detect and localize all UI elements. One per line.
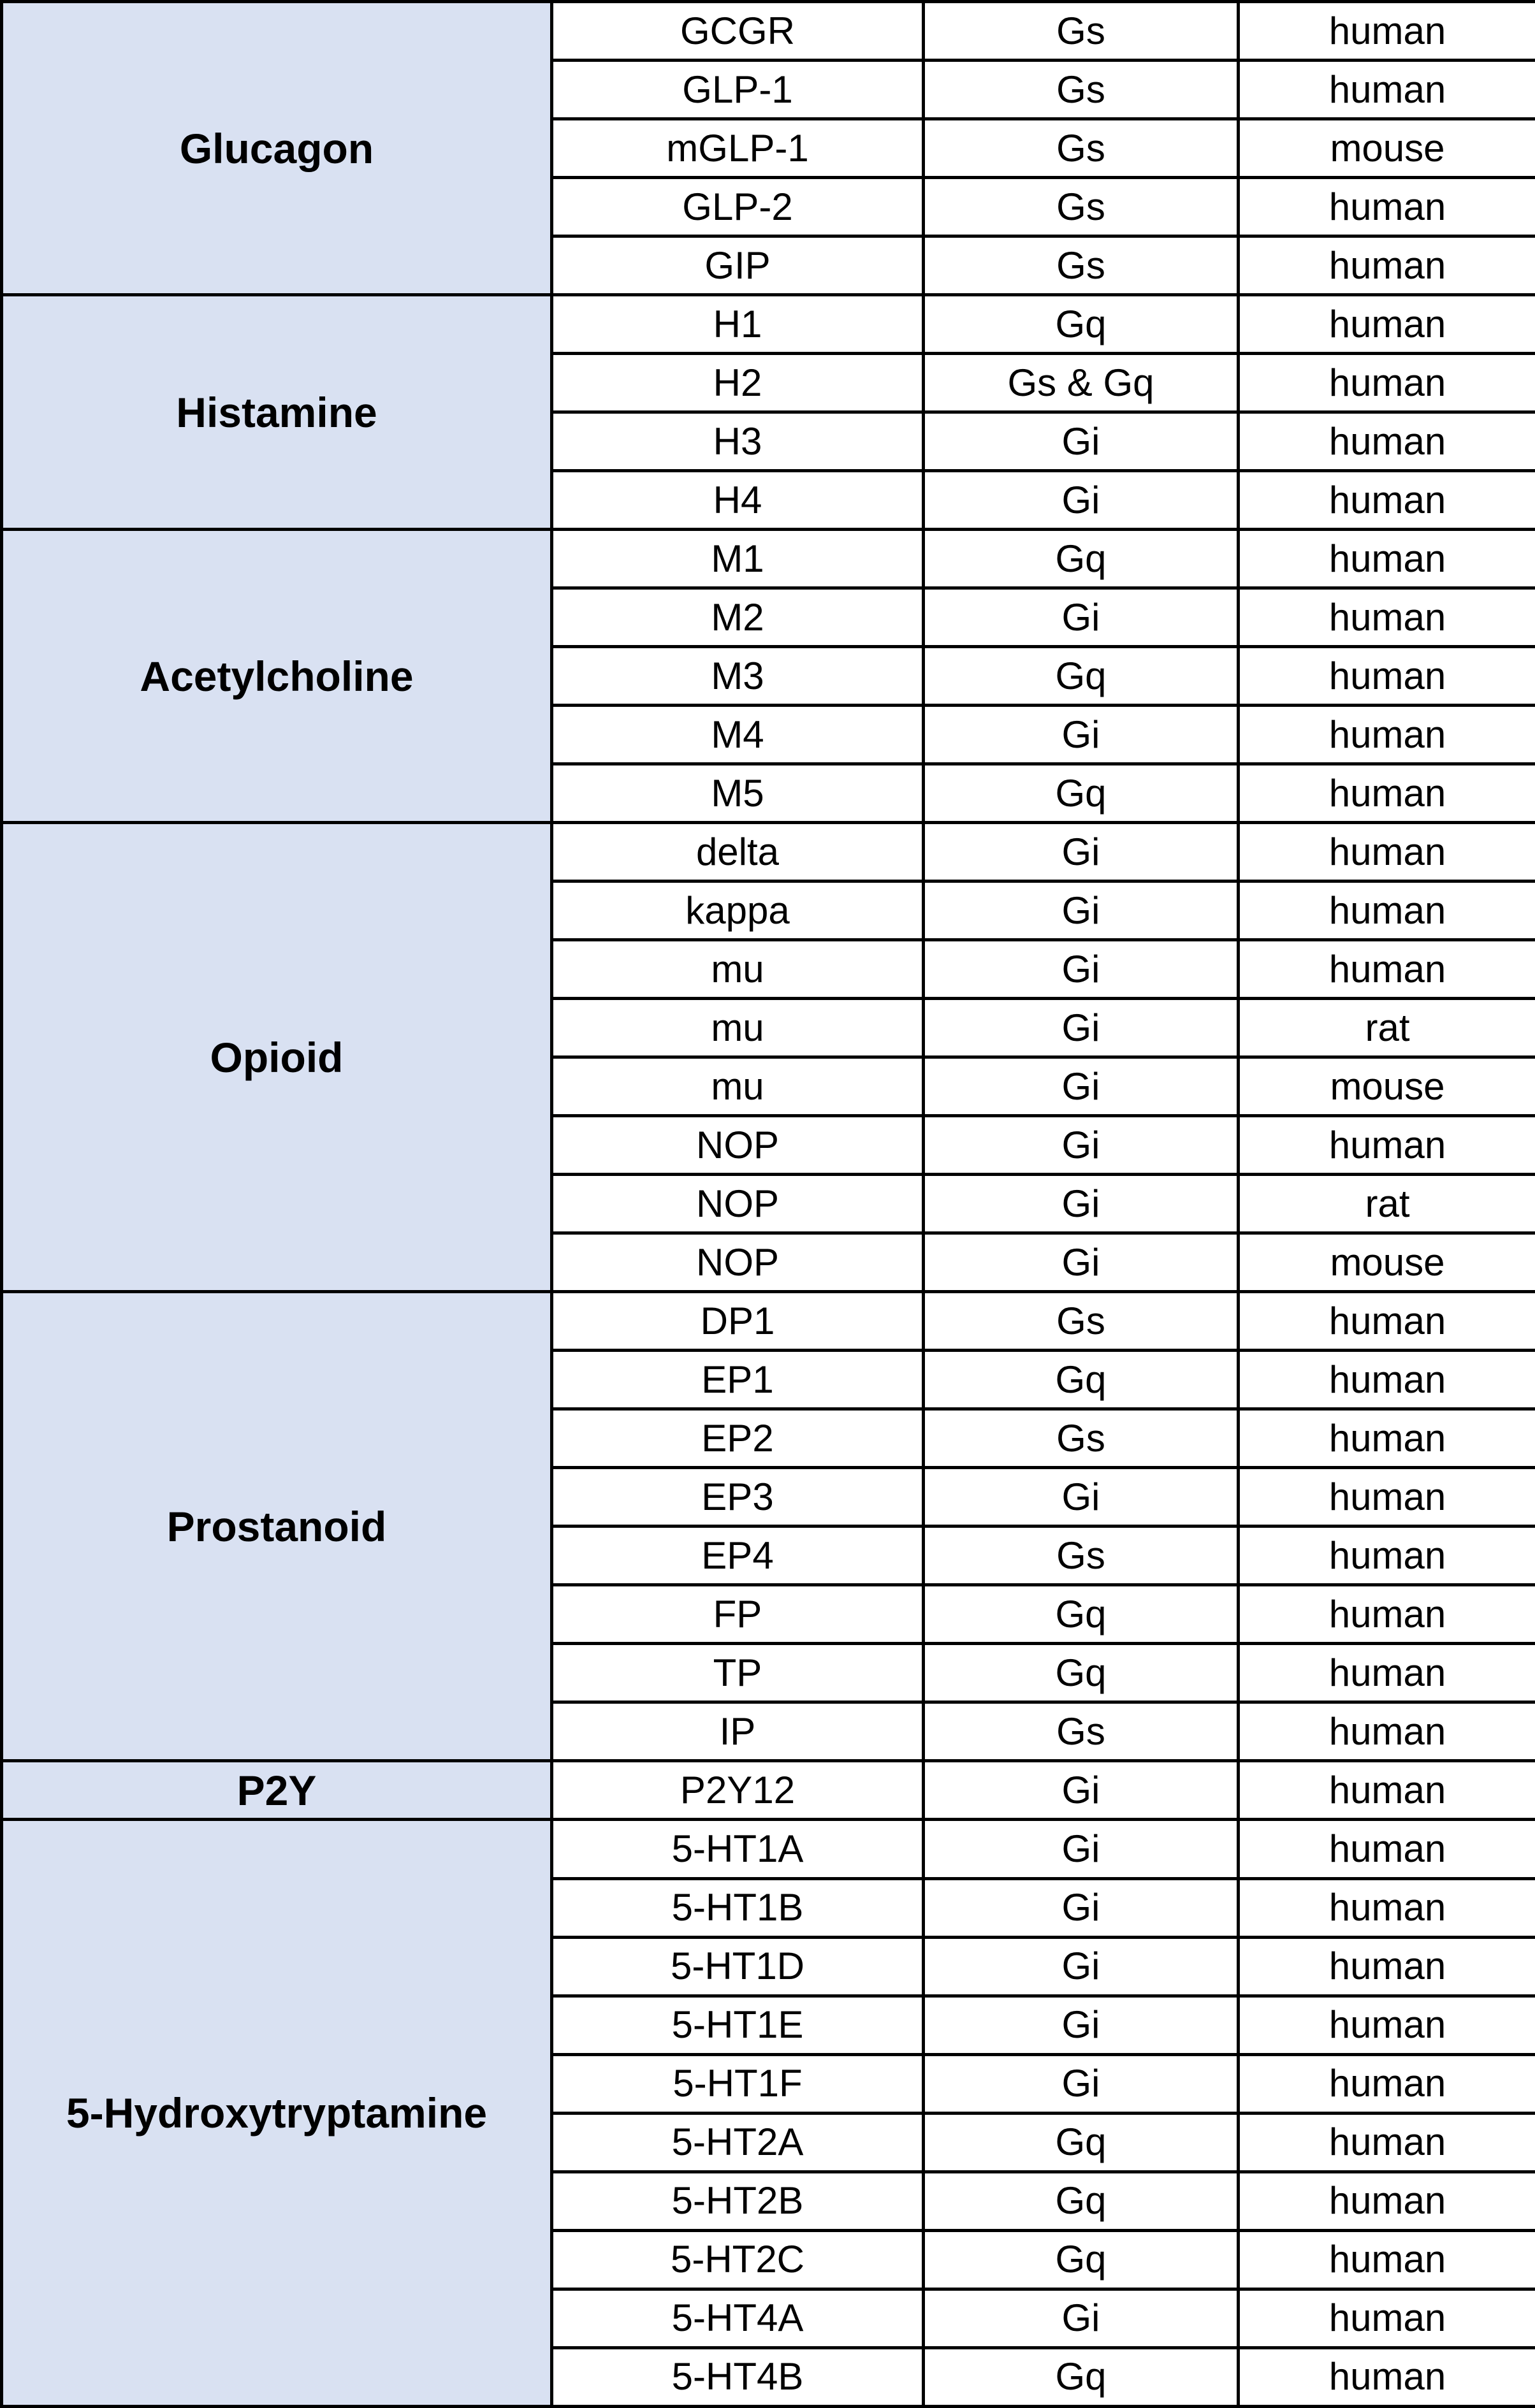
- species-cell: human: [1239, 2172, 1535, 2230]
- species-cell: human: [1239, 178, 1535, 236]
- receptor-cell: 5-HT1E: [552, 1996, 924, 2054]
- receptor-cell: H3: [552, 412, 924, 471]
- table-row: [2, 823, 1535, 881]
- species-cell: rat: [1239, 999, 1535, 1057]
- g-protein-cell: Gi: [924, 1761, 1239, 1820]
- g-protein-cell: Gq: [924, 1351, 1239, 1409]
- receptor-cell: NOP: [552, 1233, 924, 1292]
- receptor-cell: 5-HT1F: [552, 2054, 924, 2113]
- receptor-family-cell: Histamine: [2, 295, 552, 530]
- g-protein-cell: Gs: [924, 236, 1239, 295]
- g-protein-cell: Gi: [924, 1996, 1239, 2054]
- receptor-cell: M5: [552, 764, 924, 823]
- species-cell: human: [1239, 647, 1535, 706]
- species-cell: human: [1239, 588, 1535, 647]
- species-cell: human: [1239, 764, 1535, 823]
- receptor-cell: 5-HT2C: [552, 2230, 924, 2289]
- species-cell: human: [1239, 354, 1535, 412]
- g-protein-cell: Gi: [924, 706, 1239, 764]
- g-protein-cell: Gi: [924, 412, 1239, 471]
- receptor-cell: FP: [552, 1585, 924, 1644]
- species-cell: human: [1239, 295, 1535, 354]
- receptor-cell: NOP: [552, 1116, 924, 1175]
- receptor-cell: mu: [552, 999, 924, 1057]
- species-cell: human: [1239, 1702, 1535, 1761]
- receptor-cell: P2Y12: [552, 1761, 924, 1820]
- g-protein-cell: Gs: [924, 1409, 1239, 1468]
- g-protein-cell: Gs: [924, 1702, 1239, 1761]
- g-protein-cell: Gi: [924, 2054, 1239, 2113]
- receptor-cell: TP: [552, 1644, 924, 1702]
- species-cell: human: [1239, 1468, 1535, 1527]
- receptor-cell: GLP-1: [552, 61, 924, 119]
- g-protein-cell: Gi: [924, 999, 1239, 1057]
- species-cell: human: [1239, 1878, 1535, 1937]
- species-cell: human: [1239, 412, 1535, 471]
- species-cell: human: [1239, 2230, 1535, 2289]
- species-cell: mouse: [1239, 1233, 1535, 1292]
- g-protein-cell: Gs & Gq: [924, 354, 1239, 412]
- receptor-cell: EP1: [552, 1351, 924, 1409]
- g-protein-cell: Gq: [924, 530, 1239, 588]
- g-protein-cell: Gi: [924, 940, 1239, 999]
- g-protein-cell: Gq: [924, 647, 1239, 706]
- receptor-family-cell: 5-Hydroxytryptamine: [2, 1820, 552, 2407]
- g-protein-cell: Gi: [924, 1937, 1239, 1996]
- species-cell: human: [1239, 2, 1535, 61]
- receptor-family-cell: Opioid: [2, 823, 552, 1292]
- g-protein-cell: Gi: [924, 1175, 1239, 1233]
- receptor-cell: 5-HT1A: [552, 1820, 924, 1878]
- species-cell: mouse: [1239, 1057, 1535, 1116]
- g-protein-cell: Gi: [924, 471, 1239, 530]
- receptor-cell: delta: [552, 823, 924, 881]
- species-cell: human: [1239, 1644, 1535, 1702]
- species-cell: human: [1239, 61, 1535, 119]
- species-cell: human: [1239, 2289, 1535, 2347]
- table-row: [2, 530, 1535, 588]
- receptor-table-body: [2, 2, 1535, 2407]
- receptor-cell: EP3: [552, 1468, 924, 1527]
- g-protein-cell: Gi: [924, 1468, 1239, 1527]
- receptor-cell: EP4: [552, 1527, 924, 1585]
- receptor-cell: GLP-2: [552, 178, 924, 236]
- species-cell: human: [1239, 1351, 1535, 1409]
- species-cell: human: [1239, 1116, 1535, 1175]
- species-cell: human: [1239, 881, 1535, 940]
- species-cell: human: [1239, 2054, 1535, 2113]
- receptor-cell: EP2: [552, 1409, 924, 1468]
- receptor-cell: 5-HT2A: [552, 2113, 924, 2172]
- receptor-cell: M2: [552, 588, 924, 647]
- receptor-cell: M1: [552, 530, 924, 588]
- species-cell: human: [1239, 1527, 1535, 1585]
- species-cell: human: [1239, 706, 1535, 764]
- species-cell: human: [1239, 1292, 1535, 1351]
- g-protein-cell: Gi: [924, 588, 1239, 647]
- g-protein-cell: Gq: [924, 2113, 1239, 2172]
- species-cell: human: [1239, 530, 1535, 588]
- g-protein-cell: Gs: [924, 2, 1239, 61]
- species-cell: human: [1239, 471, 1535, 530]
- receptor-cell: IP: [552, 1702, 924, 1761]
- g-protein-cell: Gq: [924, 1585, 1239, 1644]
- g-protein-cell: Gq: [924, 295, 1239, 354]
- species-cell: human: [1239, 2113, 1535, 2172]
- species-cell: human: [1239, 1585, 1535, 1644]
- receptor-cell: M4: [552, 706, 924, 764]
- g-protein-cell: Gi: [924, 1116, 1239, 1175]
- species-cell: human: [1239, 1820, 1535, 1878]
- species-cell: human: [1239, 940, 1535, 999]
- receptor-cell: M3: [552, 647, 924, 706]
- receptor-family-cell: Acetylcholine: [2, 530, 552, 823]
- receptor-cell: 5-HT4B: [552, 2347, 924, 2406]
- receptor-cell: H1: [552, 295, 924, 354]
- g-protein-cell: Gi: [924, 1878, 1239, 1937]
- receptor-family-cell: Prostanoid: [2, 1292, 552, 1761]
- g-protein-cell: Gs: [924, 61, 1239, 119]
- species-cell: human: [1239, 2347, 1535, 2406]
- receptor-cell: 5-HT1B: [552, 1878, 924, 1937]
- receptor-family-cell: P2Y: [2, 1761, 552, 1820]
- g-protein-cell: Gi: [924, 1057, 1239, 1116]
- g-protein-cell: Gi: [924, 2289, 1239, 2347]
- receptor-cell: mu: [552, 940, 924, 999]
- table-row: [2, 1761, 1535, 1820]
- g-protein-cell: Gq: [924, 2230, 1239, 2289]
- receptor-cell: 5-HT4A: [552, 2289, 924, 2347]
- species-cell: human: [1239, 1937, 1535, 1996]
- g-protein-cell: Gs: [924, 1527, 1239, 1585]
- g-protein-cell: Gi: [924, 823, 1239, 881]
- species-cell: human: [1239, 1409, 1535, 1468]
- receptor-cell: 5-HT2B: [552, 2172, 924, 2230]
- receptor-cell: DP1: [552, 1292, 924, 1351]
- g-protein-cell: Gs: [924, 1292, 1239, 1351]
- table-row: [2, 295, 1535, 354]
- g-protein-cell: Gs: [924, 119, 1239, 178]
- receptor-cell: kappa: [552, 881, 924, 940]
- receptor-cell: 5-HT1D: [552, 1937, 924, 1996]
- receptor-family-cell: Glucagon: [2, 2, 552, 295]
- species-cell: human: [1239, 1996, 1535, 2054]
- species-cell: rat: [1239, 1175, 1535, 1233]
- g-protein-cell: Gi: [924, 881, 1239, 940]
- species-cell: human: [1239, 236, 1535, 295]
- table-row: [2, 1820, 1535, 1878]
- receptor-cell: GIP: [552, 236, 924, 295]
- g-protein-cell: Gi: [924, 1233, 1239, 1292]
- table-row: [2, 2, 1535, 61]
- receptor-cell: H4: [552, 471, 924, 530]
- receptor-cell: mGLP-1: [552, 119, 924, 178]
- receptor-cell: H2: [552, 354, 924, 412]
- receptor-cell: GCGR: [552, 2, 924, 61]
- g-protein-cell: Gq: [924, 764, 1239, 823]
- table-row: [2, 1292, 1535, 1351]
- g-protein-cell: Gq: [924, 2347, 1239, 2406]
- g-protein-cell: Gi: [924, 1820, 1239, 1878]
- species-cell: human: [1239, 1761, 1535, 1820]
- receptor-cell: NOP: [552, 1175, 924, 1233]
- species-cell: mouse: [1239, 119, 1535, 178]
- g-protein-cell: Gq: [924, 1644, 1239, 1702]
- species-cell: human: [1239, 823, 1535, 881]
- g-protein-cell: Gq: [924, 2172, 1239, 2230]
- g-protein-cell: Gs: [924, 178, 1239, 236]
- receptor-cell: mu: [552, 1057, 924, 1116]
